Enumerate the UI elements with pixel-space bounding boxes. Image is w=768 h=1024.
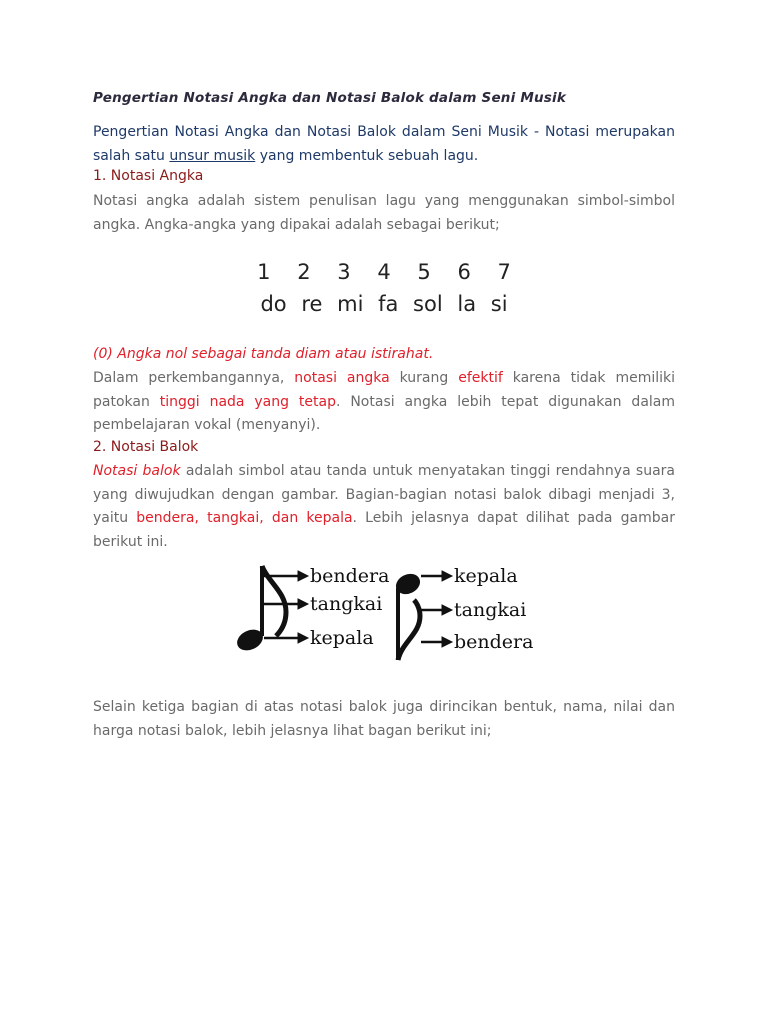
notasi-balok-text-1: adalah simbol atau tanda untuk menyatakan tinggi rendahnya suara yang diwujudkan dengan gambar. Bagian-bagian notasi balok dibagi menjadi 3, yaitu xyxy=(93,463,675,526)
left-note-icon xyxy=(234,566,308,654)
number-6: 6 xyxy=(457,260,471,284)
solfege-mi: mi xyxy=(337,292,364,316)
solfege-si: si xyxy=(490,292,508,316)
solfege-do: do xyxy=(260,292,287,316)
section-heading-notasi-balok: 2. Notasi Balok xyxy=(93,439,199,455)
efektif-highlight: efektif xyxy=(458,370,503,386)
number-2: 2 xyxy=(297,260,311,284)
solfege-fa: fa xyxy=(378,292,399,316)
number-5: 5 xyxy=(417,260,431,284)
note-anatomy-figure xyxy=(228,552,544,670)
number-3: 3 xyxy=(337,260,351,284)
notasi-balok-paragraph xyxy=(93,460,675,554)
solfege-row xyxy=(0,292,768,316)
right-label-kepala: kepala xyxy=(454,565,518,587)
notasi-angka-paragraph: Notasi angka adalah sistem penulisan lagu yang menggunakan simbol-simbol angka. Angka-angka yang dipakai adalah sebagai berikut; xyxy=(93,193,675,233)
right-label-bendera: bendera xyxy=(454,631,534,653)
development-text-2: kurang xyxy=(389,370,459,386)
intro-paragraph xyxy=(93,121,675,168)
development-text-1: Dalam perkembangannya, xyxy=(93,370,295,386)
number-row xyxy=(0,260,768,284)
page-title: Pengertian Notasi Angka dan Notasi Balok dalam Seni Musik xyxy=(93,90,567,106)
notasi-angka-highlight: notasi angka xyxy=(294,370,390,386)
right-label-tangkai: tangkai xyxy=(454,599,527,621)
section-heading-notasi-angka: 1. Notasi Angka xyxy=(93,168,204,184)
closing-paragraph: Selain ketiga bagian di atas notasi balok juga dirincikan bentuk, nama, nilai dan harga notasi balok, lebih jelasnya lihat bagan berikut ini; xyxy=(93,699,675,739)
notasi-balok-highlight: Notasi balok xyxy=(93,463,181,479)
left-label-tangkai: tangkai xyxy=(310,593,383,615)
intro-lead: Pengertian Notasi Angka dan Notasi Balok dalam Seni Musik - Notasi merupakan salah satu xyxy=(93,124,675,164)
left-label-bendera: bendera xyxy=(310,565,390,587)
development-text-3: karena tidak memiliki patokan xyxy=(93,370,676,410)
zero-note: (0) Angka nol sebagai tanda diam atau istirahat. xyxy=(93,346,434,362)
solfege-sol: sol xyxy=(413,292,443,316)
development-text-4: . Notasi angka lebih tepat digunakan dalam pembelajaran vokal (menyanyi). xyxy=(93,393,675,433)
number-4: 4 xyxy=(377,260,391,284)
intro-tail: yang membentuk sebuah lagu. xyxy=(255,147,479,164)
notasi-balok-text-2: . Lebih jelasnya dapat dilihat pada gambar berikut ini. xyxy=(93,510,675,550)
unsur-musik-link[interactable]: unsur musik xyxy=(169,147,256,164)
solfege-la: la xyxy=(457,292,477,316)
solfege-re: re xyxy=(301,292,323,316)
left-label-kepala: kepala xyxy=(310,627,374,649)
number-1: 1 xyxy=(257,260,271,284)
right-note-icon xyxy=(393,571,452,660)
parts-highlight: bendera, tangkai, dan kepala xyxy=(136,510,353,526)
tinggi-nada-highlight: tinggi nada yang tetap xyxy=(159,393,336,410)
number-7: 7 xyxy=(497,260,511,284)
development-paragraph xyxy=(93,367,675,438)
